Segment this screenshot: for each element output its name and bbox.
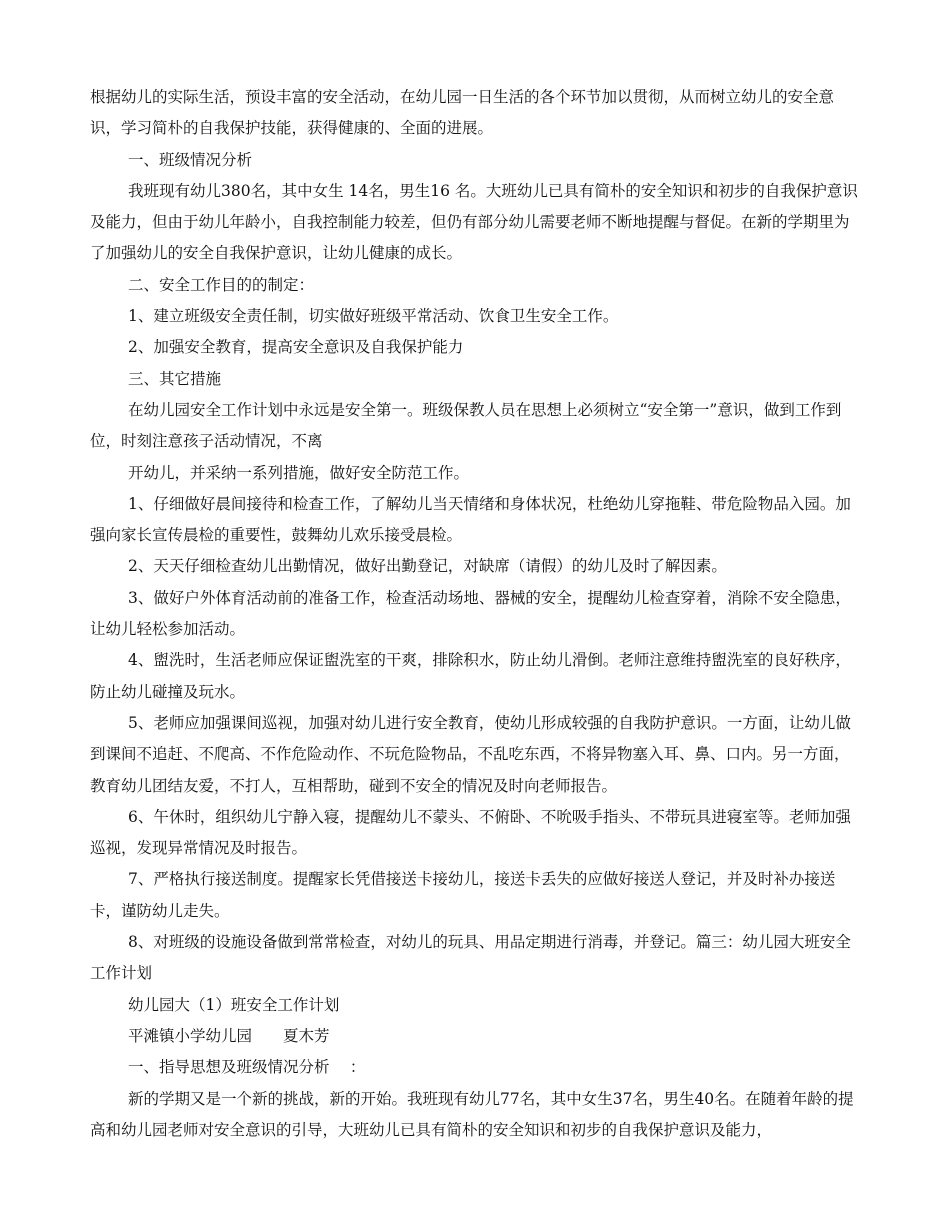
guiding-thought-paragraph: 新的学期又是一个新的挑战，新的开始。我班现有幼儿77名，其中女生37名，男生40名。在随着年龄的提高和幼儿园老师对安全意识的引导，大班幼儿已具有简朴的安全知识和初步的自我保护意识及能力， <box>90 1089 854 1139</box>
measure-item-4: 4、盥洗时，生活老师应保证盥洗室的干爽，排除积水，防止幼儿滑倒。老师注意维持盥洗室的良好秩序，防止幼儿碰撞及玩水。 <box>90 651 851 701</box>
section-heading-class-analysis: 一、班级情况分析 <box>128 150 253 169</box>
section-heading-measures: 三、其它措施 <box>128 369 222 388</box>
plan-title: 幼儿园大（1）班安全工作计划 <box>128 995 340 1014</box>
plan-author: 平滩镇小学幼儿园 夏木芳 <box>128 1026 330 1045</box>
section-heading-guiding-thought: 一、指导思想及班级情况分析 ： <box>128 1058 366 1077</box>
goal-item-1: 1、建立班级安全责任制，切实做好班级平常活动、饮食卫生安全工作。 <box>128 307 619 326</box>
measure-item-1: 1、仔细做好晨间接待和检查工作，了解幼儿当天情绪和身体状况，杜绝幼儿穿拖鞋、带危险物品入园。加强向家长宣传晨检的重要性，鼓舞幼儿欢乐接受晨检。 <box>90 494 851 545</box>
measure-item-3: 3、做好户外体育活动前的准备工作，检查活动场地、器械的安全，提醒幼儿检查穿着，消除不安全隐患，让幼儿轻松参加活动。 <box>90 588 851 639</box>
section-heading-goals: 二、安全工作目的的制定： <box>128 275 315 294</box>
intro-paragraph: 根据幼儿的实际生活，预设丰富的安全活动，在幼儿园一日生活的各个环节加以贯彻，从而树立幼儿的安全意识，学习简朴的自我保护技能，获得健康的、全面的进展。 <box>90 88 835 138</box>
measure-item-7: 7、严格执行接送制度。提醒家长凭借接送卡接幼儿，接送卡丢失的应做好接送人登记，并及时补办接送卡，谨防幼儿走失。 <box>90 870 836 920</box>
measures-intro-paragraph: 在幼儿园安全工作计划中永远是安全第一。班级保教人员在思想上必须树立“安全第一”意识，做到工作到位，时刻注意孩子活动情况，不离 <box>90 400 842 451</box>
measure-item-5: 5、老师应加强课间巡视，加强对幼儿进行安全教育，使幼儿形成较强的自我防护意识。一方面，让幼儿做到课间不追赶、不爬高、不作危险动作、不玩危险物品，不乱吃东西，不将异物塞入耳、鼻、口内。另一方面，教育幼儿团结友爱，不打人，互相帮助，碰到不安全的情况及时向老师报告。 <box>90 713 851 795</box>
measure-item-2: 2、天天仔细检查幼儿出勤情况，做好出勤登记，对缺席（请假）的幼儿及时了解因素。 <box>128 557 727 576</box>
measure-item-6: 6、午休时，组织幼儿宁静入寝，提醒幼儿不蒙头、不俯卧、不吮吸手指头、不带玩具进寝室等。老师加强巡视，发现异常情况及时报告。 <box>90 807 851 858</box>
class-analysis-paragraph: 我班现有幼儿380名，其中女生 14名，男生16 名。大班幼儿已具有简朴的安全知识和初步的自我保护意识及能力，但由于幼儿年龄小，自我控制能力较差，但仍有部分幼儿需要老师不断地提醒与督促。在新的学期里为了加强幼儿的安全自我保护意识，让幼儿健康的成长。 <box>90 181 858 263</box>
goal-item-2: 2、加强安全教育，提高安全意识及自我保护能力 <box>128 338 464 357</box>
measure-item-8: 8、对班级的设施设备做到常常检查，对幼儿的玩具、用品定期进行消毒，并登记。篇三：幼儿园大班安全工作计划 <box>90 933 851 983</box>
measures-intro-continued: 开幼儿，并采纳一系列措施，做好安全防范工作。 <box>128 463 470 482</box>
